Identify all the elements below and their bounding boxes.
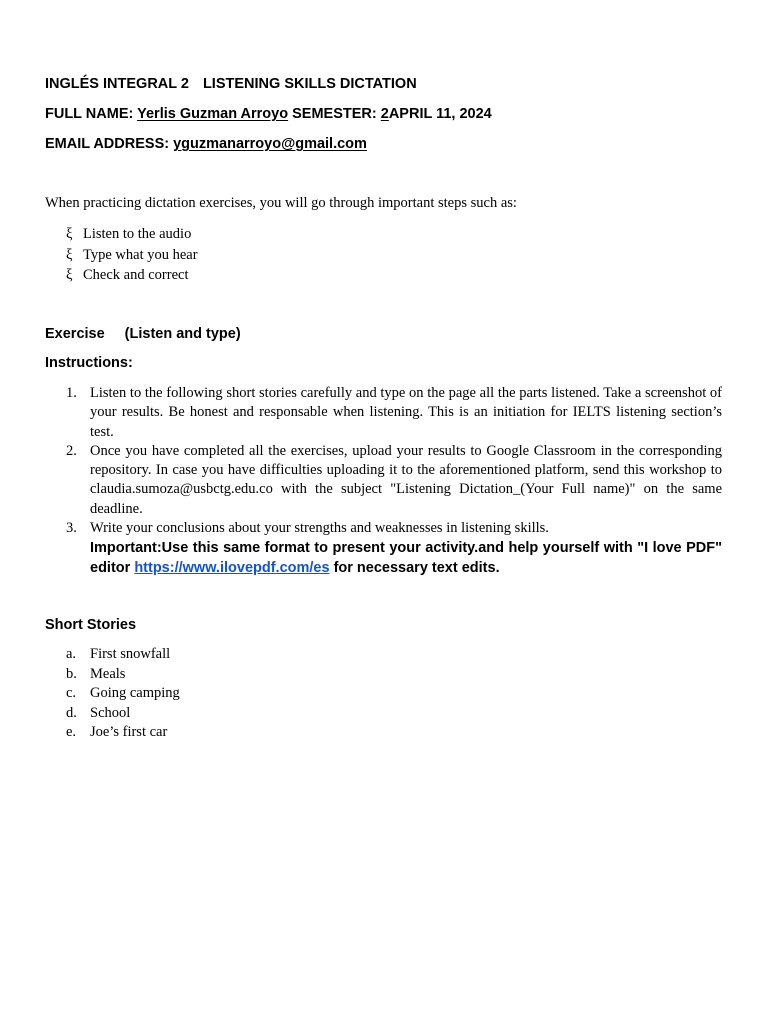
- exercise-heading: [45, 326, 241, 342]
- bullet-icon: ξ: [66, 226, 73, 242]
- date: APRIL 11, 2024: [388, 106, 492, 122]
- exercise-label: Exercise: [45, 326, 105, 342]
- semester-label: SEMESTER:: [292, 106, 377, 122]
- full-name-label: FULL NAME:: [45, 106, 134, 122]
- list-item: a. First snowfall: [66, 646, 171, 662]
- semester-value: 2: [380, 106, 389, 122]
- steps-list: [66, 224, 198, 286]
- instructions-heading: Instructions:: [45, 355, 133, 371]
- bullet-icon: ξ: [66, 246, 73, 263]
- worksheet-title: LISTENING SKILLS DICTATION: [202, 76, 417, 92]
- important-suffix: for necessary text edits.: [333, 560, 500, 576]
- email-line: [45, 136, 367, 152]
- intro-text: When practicing dictation exercises, you will go through important steps such as:: [45, 195, 517, 211]
- list-item: e. Joe’s first car: [66, 724, 168, 741]
- course-name: INGLÉS INTEGRAL 2: [45, 76, 189, 92]
- full-name-line: [45, 106, 492, 122]
- ilovepdf-link[interactable]: https://www.ilovepdf.com/es: [134, 560, 330, 576]
- list-item: ξ Listen to the audio: [66, 224, 198, 245]
- bullet-icon: ξ: [66, 267, 73, 283]
- important-note: [90, 538, 722, 578]
- important-text: Important:Use this same format to present your activity.and help yourself with "I love PDF" editor: [90, 540, 722, 576]
- email-value: yguzmanarroyo@gmail.com: [173, 136, 367, 152]
- list-item: 2. Once you have completed all the exercises, upload your results to Google Classroom in the corresponding repository. In case you have difficulties uploading it to the aforementioned platform, send this workshop to claudia.sumoza@usbctg.edu.co with the subject "Listening Dictation_(Your Full name)" on the same deadline.: [66, 442, 722, 517]
- list-item: ξ Check and correct: [66, 265, 198, 286]
- list-item: d. School: [66, 704, 131, 721]
- exercise-subtitle: (Listen and type): [124, 326, 241, 342]
- short-stories-list: [66, 645, 180, 743]
- list-item: 3. Write your conclusions about your strengths and weaknesses in listening skills.: [66, 520, 549, 537]
- list-item: b. Meals: [66, 665, 126, 682]
- header-course-line: [45, 76, 417, 92]
- short-stories-heading: Short Stories: [45, 617, 137, 633]
- instructions-list: [66, 384, 722, 538]
- list-item: ξ Type what you hear: [66, 245, 198, 266]
- list-item: 1. Listen to the following short stories carefully and type on the page all the parts listened. Take a screenshot of your results. Be honest and responsable when listening. This is an initiation for IELTS listening section’s test.: [66, 385, 722, 440]
- full-name-value: Yerlis Guzman Arroyo: [137, 106, 289, 122]
- list-item: c. Going camping: [66, 685, 180, 702]
- email-label: EMAIL ADDRESS:: [45, 136, 170, 152]
